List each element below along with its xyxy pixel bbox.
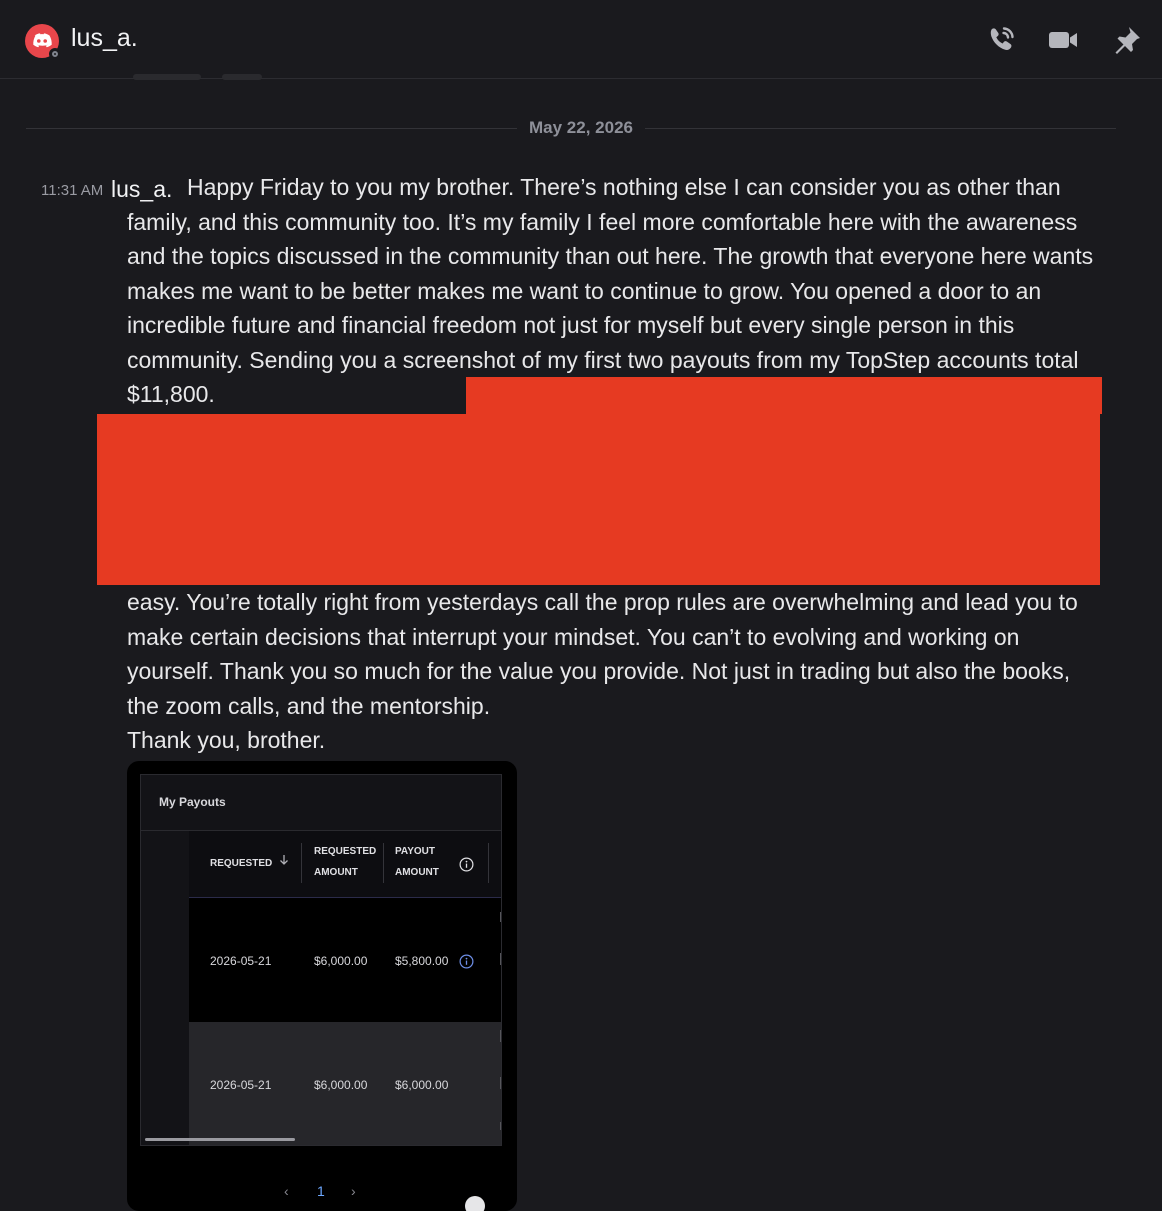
pagination-page-1[interactable]: 1 bbox=[317, 1183, 325, 1199]
column-header-label: REQUESTED bbox=[314, 846, 377, 857]
cut-off-column-edge bbox=[500, 953, 502, 965]
cell-requested: 2026-05-21 bbox=[210, 1078, 272, 1092]
status-indicator bbox=[49, 48, 61, 60]
message-text: Happy Friday to you my brother. There’s nothing else I can consider you as other than family, and this community too. It’s my family I feel more comfortable here with the awareness and the topics discussed in the community than out here. The growth that everyone here wants makes me want to be better makes me want to continue to grow. You opened a door to an incredible future and financial freedom not just for myself but every single person in this community. Sending you a screenshot of my first two payouts from my TopStep accounts total $11,800. bbox=[127, 174, 1100, 407]
column-header-requested-amount[interactable] bbox=[314, 841, 376, 883]
arrow-down-icon bbox=[279, 853, 289, 874]
redaction-mark bbox=[97, 414, 1100, 582]
column-separator bbox=[301, 843, 302, 883]
cut-off-column-edge bbox=[500, 1122, 502, 1130]
cell-requested-amount: $6,000.00 bbox=[314, 954, 368, 968]
horizontal-scrollbar[interactable] bbox=[145, 1138, 295, 1141]
table-row[interactable] bbox=[189, 1022, 502, 1146]
table-row[interactable] bbox=[189, 898, 502, 1022]
message-timestamp[interactable]: 11:31 AM bbox=[41, 182, 104, 199]
video-call-icon[interactable] bbox=[1047, 24, 1079, 56]
pagination-prev-button[interactable]: ‹ bbox=[284, 1183, 289, 1199]
cell-requested-amount: $6,000.00 bbox=[314, 1078, 368, 1092]
column-header-label: AMOUNT bbox=[395, 867, 439, 878]
info-icon[interactable] bbox=[459, 954, 474, 969]
redaction-mark bbox=[466, 377, 1102, 414]
pin-icon[interactable] bbox=[1111, 24, 1143, 56]
image-attachment[interactable] bbox=[127, 761, 517, 1211]
cell-payout-amount: $6,000.00 bbox=[395, 1078, 449, 1092]
user-avatar[interactable] bbox=[25, 24, 59, 58]
cell-requested: 2026-05-21 bbox=[210, 954, 272, 968]
cut-off-column-edge bbox=[500, 912, 502, 922]
message-text-continued: easy. You’re totally right from yesterdays call the prop rules are overwhelming and lead you to make certain decisions that interrupt your mindset. You can’t to evolving and working on yourself. Thank you so much for the value you provide. Not just in trading but also the books, the zoom calls, and the mentorship. Thank you, brother. bbox=[127, 589, 1078, 753]
date-divider-label: May 22, 2026 bbox=[517, 118, 645, 137]
cut-off-column-edge bbox=[500, 1030, 502, 1042]
column-header-payout-amount[interactable] bbox=[395, 841, 439, 883]
pagination-next-button[interactable]: › bbox=[351, 1183, 356, 1199]
message-author[interactable]: lus_a. bbox=[111, 176, 173, 202]
floating-action-icon[interactable] bbox=[465, 1196, 485, 1211]
scroll-remnant bbox=[133, 74, 201, 80]
scroll-remnant bbox=[222, 74, 262, 80]
column-header-label: PAYOUT bbox=[395, 846, 436, 857]
channel-title[interactable]: lus_a. bbox=[71, 24, 138, 52]
info-icon[interactable] bbox=[459, 857, 474, 872]
channel-header bbox=[0, 0, 1162, 79]
column-header-requested[interactable] bbox=[210, 853, 289, 874]
payouts-title: My Payouts bbox=[159, 795, 226, 809]
payouts-card bbox=[140, 774, 502, 1146]
date-divider bbox=[0, 118, 1162, 138]
table-header bbox=[189, 831, 502, 898]
cell-payout-amount: $5,800.00 bbox=[395, 954, 449, 968]
column-separator bbox=[383, 843, 384, 883]
column-header-label: REQUESTED bbox=[210, 858, 273, 870]
cut-off-column-edge bbox=[500, 1077, 502, 1089]
column-separator bbox=[488, 843, 489, 883]
column-header-label: AMOUNT bbox=[314, 867, 358, 878]
voice-call-icon[interactable] bbox=[985, 24, 1017, 56]
